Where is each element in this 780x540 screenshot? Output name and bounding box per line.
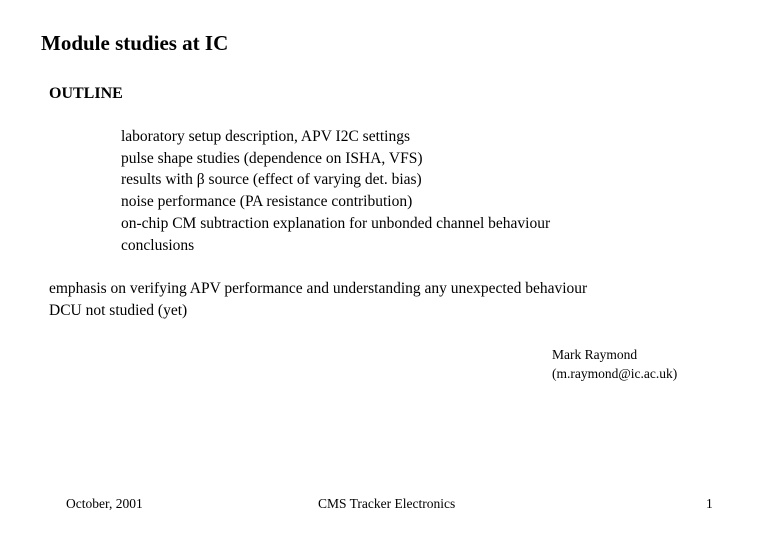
outline-item-cm-subtraction: on-chip CM subtraction explanation for unbonded channel behaviour — [121, 214, 551, 232]
page-number: 1 — [706, 496, 713, 511]
author-name: Mark Raymond — [552, 347, 638, 362]
note-emphasis: emphasis on verifying APV performance and understanding any unexpected behaviour — [49, 280, 588, 297]
outline-item-setup: laboratory setup description, APV I2C settings — [121, 128, 411, 145]
note-dcu: DCU not studied (yet) — [49, 302, 188, 319]
outline-item-conclusions: conclusions — [121, 236, 195, 254]
footer-date: October, 2001 — [66, 496, 143, 511]
outline-item-pulse-shape: pulse shape studies (dependence on ISHA, VFS) — [121, 149, 423, 167]
notes-block — [49, 278, 587, 322]
outline-heading: OUTLINE — [49, 85, 123, 102]
footer-title: CMS Tracker Electronics — [318, 496, 456, 511]
outline-item-beta-source: results with β source (effect of varying det. bias) — [121, 171, 422, 189]
slide-title: Module studies at IC — [41, 31, 229, 55]
outline-item-noise: noise performance (PA resistance contribution) — [121, 193, 413, 211]
author-block — [552, 345, 677, 383]
author-email: (m.raymond@ic.ac.uk) — [552, 366, 678, 381]
outline-list — [121, 126, 550, 256]
